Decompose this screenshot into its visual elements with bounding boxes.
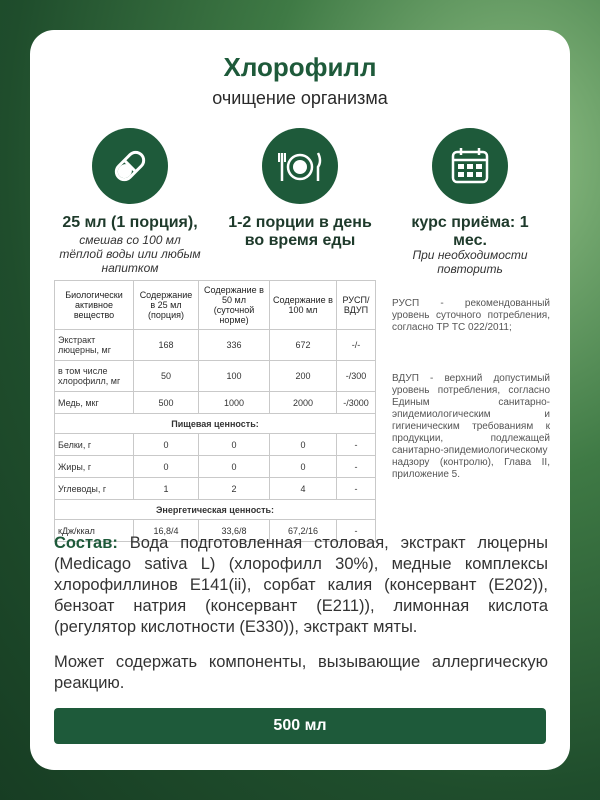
table-cell: -/- (337, 330, 376, 361)
table-cell: 0 (134, 456, 199, 478)
table-header-row (55, 281, 376, 330)
table-cell: 0 (134, 434, 199, 456)
table-cell: Жиры, г (55, 456, 134, 478)
feature-meal-badge (262, 128, 338, 204)
section-energy-label: Энергетическая ценность: (55, 500, 376, 520)
table-row (55, 456, 376, 478)
capsule-icon (107, 143, 153, 189)
table-cell: - (337, 434, 376, 456)
table-cell: 500 (134, 392, 199, 414)
table-cell: 0 (199, 456, 270, 478)
product-subtitle: очищение организма (212, 88, 388, 108)
composition-text: Вода подготовленная столовая, экстракт люцерны (Medicago sativa L) (хлорофилл 30%), медные комплексы хлорофиллинов E141(ii), сорбат калия (консервант (E202)), бензоат натрия (консервант (E211)), лимонная кислота (регулятор кислотности (E330)), экстракт мяты. (54, 534, 548, 636)
table-header-cell: Содержание в 100 мл (270, 281, 337, 330)
table-row (55, 434, 376, 456)
composition-label: Состав: (54, 534, 118, 552)
table-cell: Углеводы, г (55, 478, 134, 500)
table-row (55, 392, 376, 414)
table-cell: - (337, 478, 376, 500)
volume-label: 500 мл (273, 717, 327, 734)
table-cell: -/3000 (337, 392, 376, 414)
table-cell: - (337, 520, 376, 542)
vdup-note: ВДУП - верхний допустимый уровень потребления, согласно Единым санитарно-эпидемиологическим и гигиеническим требованиям к продукции, подлежащей санитарно-эпидемиологическому надзору (контролю), Глава II, приложение 5. (392, 373, 550, 480)
plate-cutlery-icon (275, 141, 325, 191)
table-header-cell: Биологически активное вещество (55, 281, 134, 330)
table-cell: 50 (134, 361, 199, 392)
feature-portion-note: смешав со 100 мл тёплой воды или любым напитком (59, 233, 201, 275)
rusp-note: РУСП - рекомендованный уровень суточного потребления, согласно ТР ТС 022/2011; (392, 298, 550, 333)
table-cell: кДж/ккал (55, 520, 134, 542)
table-cell: 0 (270, 456, 337, 478)
volume-bar (54, 708, 546, 744)
section-nutrition-label: Пищевая ценность: (55, 414, 376, 434)
product-card (30, 30, 570, 770)
table-row (55, 330, 376, 361)
table-cell: 200 (270, 361, 337, 392)
table-cell: 336 (199, 330, 270, 361)
feature-portion-text: 25 мл (1 порция), (62, 214, 198, 231)
nutrition-table (54, 280, 376, 542)
product-title: Хлорофилл (223, 52, 377, 82)
feature-frequency-text: 1-2 порции в день во время еды (228, 214, 372, 249)
table-cell: 2000 (270, 392, 337, 414)
table-header-cell: Содержание в 25 мл (порция) (134, 281, 199, 330)
feature-course-badge (432, 128, 508, 204)
feature-capsule-badge (92, 128, 168, 204)
table-section-row (55, 500, 376, 520)
table-cell: 67,2/16 (270, 520, 337, 542)
table-cell: 1000 (199, 392, 270, 414)
table-cell: 2 (199, 478, 270, 500)
feature-course-note: При необходимости повторить (412, 248, 528, 276)
table-row (55, 361, 376, 392)
table-cell: 16,8/4 (134, 520, 199, 542)
calendar-icon (448, 144, 492, 188)
table-cell: 168 (134, 330, 199, 361)
table-cell: Экстракт люцерны, мг (55, 330, 134, 361)
composition-block (54, 533, 548, 638)
table-cell: 4 (270, 478, 337, 500)
table-cell: -/300 (337, 361, 376, 392)
table-row (55, 478, 376, 500)
table-cell: - (337, 456, 376, 478)
table-cell: 100 (199, 361, 270, 392)
table-cell: 0 (199, 434, 270, 456)
table-cell: 1 (134, 478, 199, 500)
table-header-cell: РУСП/ ВДУП (337, 281, 376, 330)
table-cell: Медь, мкг (55, 392, 134, 414)
table-cell: 33,6/8 (199, 520, 270, 542)
table-cell: Белки, г (55, 434, 134, 456)
feature-course-text: курс приёма: 1 мес. (411, 214, 529, 249)
table-cell: 0 (270, 434, 337, 456)
table-cell: 672 (270, 330, 337, 361)
allergy-warning: Может содержать компоненты, вызывающие аллергическую реакцию. (54, 653, 548, 692)
table-header-cell: Содержание в 50 мл (суточной норме) (199, 281, 270, 330)
table-cell: в том числе хлорофилл, мг (55, 361, 134, 392)
table-section-row (55, 414, 376, 434)
